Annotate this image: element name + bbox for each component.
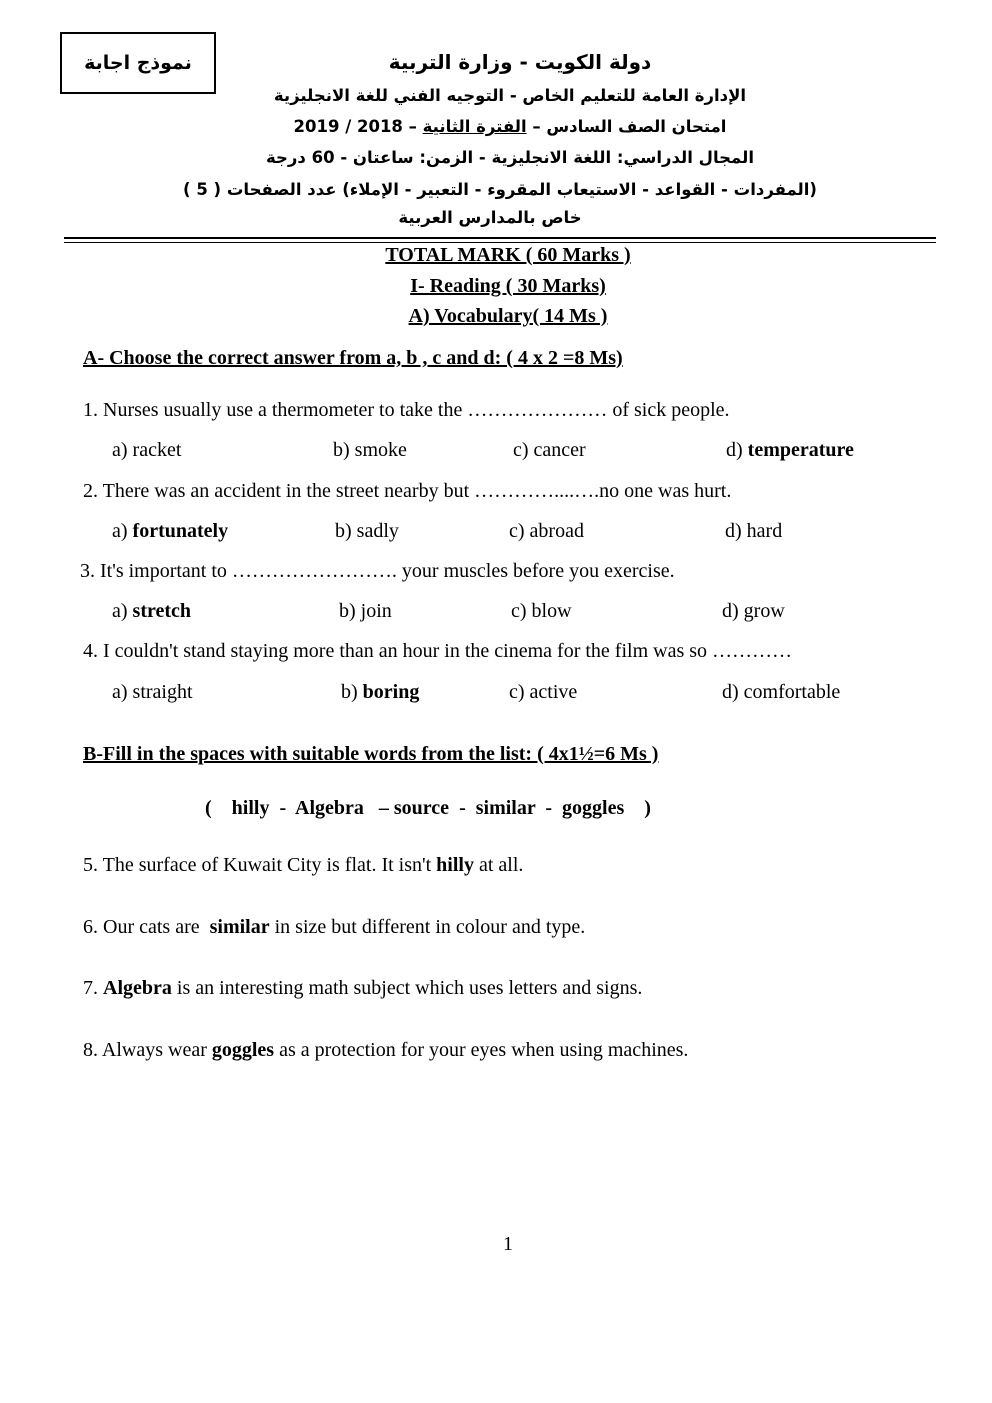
option-2a: a) fortunately [112,520,229,542]
question-3: 3. It's important to ……………………. your muscles before you exercise. [80,560,675,582]
option-1a: a) racket [112,439,182,461]
reading-title: I- Reading ( 30 Marks) [410,275,606,297]
correct-answer: temperature [747,439,854,461]
page-number: 1 [503,1233,513,1255]
correct-answer: fortunately [132,520,229,542]
header-line-6: خاص بالمدارس العربية [398,208,582,227]
answer-word: hilly [436,854,474,876]
sentence-6: 6. Our cats are similar in size but different in colour and type. [83,916,586,938]
question-2: 2. There was an accident in the street nearby but …………....….no one was hurt. [83,480,732,502]
header-line-3 [250,117,770,136]
header-line-1: دولة الكويت - وزارة التربية [388,50,652,74]
option-3c: c) blow [511,600,572,622]
word-list: ( hilly - Algebra – source - similar - goggles ) [205,797,651,819]
option-2c: c) abroad [509,520,584,542]
answer-model-label: نموذج اجابة [84,52,192,74]
option-4a: a) straight [112,681,193,703]
answer-model-box [60,32,216,94]
header-line-4: المجال الدراسي: اللغة الانجليزية - الزمن: ساعتان - 60 درجة [266,148,754,167]
question-4: 4. I couldn't stand staying more than an hour in the cinema for the film was so ………… [83,640,793,662]
header-line-3-suffix: – 2018 / 2019 [293,117,423,136]
sentence-5: 5. The surface of Kuwait City is flat. It isn't hilly at all. [83,854,524,876]
option-1b: b) smoke [333,439,407,461]
header-line-5: (المفردات - القواعد - الاستيعاب المقروء - التعبير - الإملاء) عدد الصفحات ( 5 ) [183,180,817,199]
option-1d: d) temperature [726,439,854,461]
header-line-2: الإدارة العامة للتعليم الخاص - التوجيه الفني للغة الانجليزية [273,86,747,105]
option-4d: d) comfortable [722,681,841,703]
total-mark-title: TOTAL MARK ( 60 Marks ) [385,244,631,266]
answer-word: similar [209,916,270,938]
section-b-heading: B-Fill in the spaces with suitable words from the list: ( 4x1½=6 Ms ) [83,743,659,765]
option-1c: c) cancer [513,439,586,461]
correct-answer: stretch [132,600,192,622]
option-4c: c) active [509,681,578,703]
option-3b: b) join [339,600,392,622]
header-line-3-prefix: امتحان الصف السادس – [526,117,727,136]
sentence-8: 8. Always wear goggles as a protection for your eyes when using machines. [83,1039,689,1061]
header-divider [64,237,936,239]
question-1: 1. Nurses usually use a thermometer to take the ………………… of sick people. [83,399,730,421]
answer-word: Algebra [103,977,172,999]
option-2b: b) sadly [335,520,399,542]
option-3d: d) grow [722,600,785,622]
header-line-3-term: الفترة الثانية [422,117,527,136]
header-divider-thin [64,242,936,243]
option-4b: b) boring [341,681,420,703]
correct-answer: boring [362,681,420,703]
option-3a: a) stretch [112,600,192,622]
section-a-heading: A- Choose the correct answer from a, b , c and d: ( 4 x 2 =8 Ms) [83,347,623,369]
answer-word: goggles [211,1039,275,1061]
option-2d: d) hard [725,520,783,542]
sentence-7: 7. Algebra is an interesting math subject which uses letters and signs. [83,977,643,999]
vocabulary-title: A) Vocabulary( 14 Ms ) [408,305,608,327]
